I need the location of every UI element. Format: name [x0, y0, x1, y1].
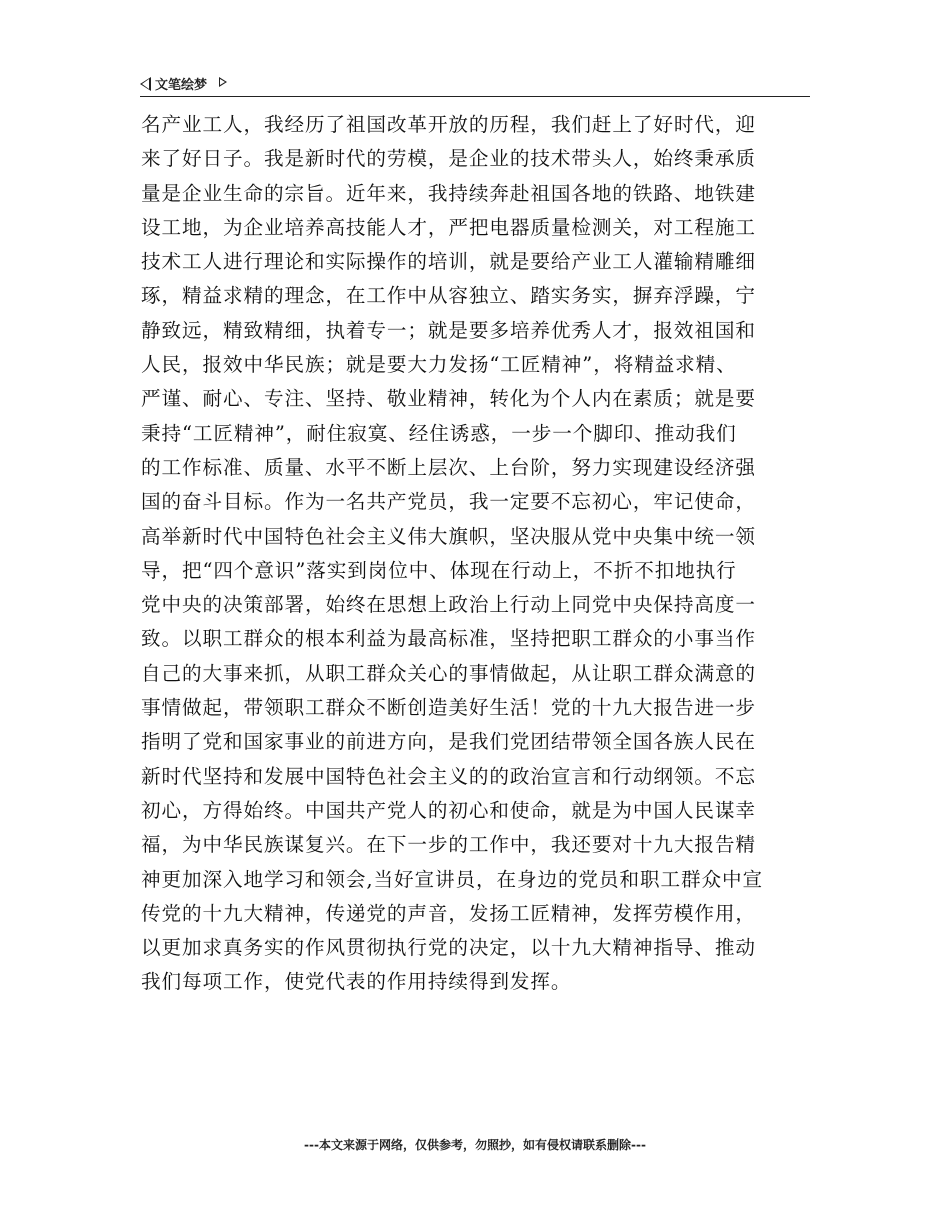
- text-line: 国的奋斗目标。作为一名共产党员，我一定要不忘初心，牢记使命，: [141, 490, 756, 514]
- text-line: 传党的十九大精神，传递党的声音，发扬工匠精神，发挥劳模作用，: [141, 901, 756, 925]
- text-line: 导，把“四个意识”落实到岗位中、体现在行动上，不折不扣地执行: [141, 558, 737, 582]
- text-line: 设工地，为企业培养高技能人才，严把电器质量检测关，对工程施工: [141, 215, 756, 239]
- header-brand: [140, 74, 227, 93]
- text-line: 福，为中华民族谋复兴。在下一步的工作中，我还要对十九大报告精: [141, 833, 756, 857]
- text-line: 高举新时代中国特色社会主义伟大旗帜，坚决服从党中央集中统一领: [141, 524, 756, 548]
- text-line: 的工作标准、质量、水平不断上层次、上台阶，努力实现建设经济强: [141, 455, 756, 479]
- text-line: 新时代坚持和发展中国特色社会主义的的政治宣言和行动纲领。不忘: [141, 764, 756, 788]
- body-paragraph: [141, 108, 811, 1000]
- text-line: 初心，方得始终。中国共产党人的初心和使命，就是为中国人民谋幸: [141, 798, 756, 822]
- text-line: 自己的大事来抓，从职工群众关心的事情做起，从让职工群众满意的: [141, 661, 756, 685]
- text-line: 来了好日子。我是新时代的劳模，是企业的技术带头人，始终秉承质: [141, 147, 756, 171]
- text-line: 静致远，精致精细，执着专一；就是要多培养优秀人才，报效祖国和: [141, 318, 756, 342]
- text-line: 我们每项工作，使党代表的作用持续得到发挥。: [141, 970, 572, 994]
- text-line: 人民，报效中华民族；就是要大力发扬“工匠精神”，将精益求精、: [141, 353, 737, 377]
- header-title: 文笔绘梦: [155, 78, 208, 93]
- triangle-left-icon: [140, 77, 151, 91]
- text-line: 党中央的决策部署，始终在思想上政治上行动上同党中央保持高度一: [141, 593, 756, 617]
- text-line: 严谨、耐心、专注、坚持、敬业精神，转化为个人内在素质；就是要: [141, 387, 756, 411]
- page-header: [140, 72, 810, 97]
- text-line: 致。以职工群众的根本利益为最高标准，坚持把职工群众的小事当作: [141, 627, 756, 651]
- text-line: 量是企业生命的宗旨。近年来，我持续奔赴祖国各地的铁路、地铁建: [141, 181, 756, 205]
- text-line: 事情做起，带领职工群众不断创造美好生活！党的十九大报告进一步: [141, 696, 756, 720]
- text-line: 以更加求真务实的作风贯彻执行党的决定，以十九大精神指导、推动: [141, 936, 756, 960]
- text-line: 琢，精益求精的理念，在工作中从容独立、踏实务实，摒弃浮躁，宁: [141, 284, 756, 308]
- text-line: 指明了党和国家事业的前进方向，是我们党团结带领全国各族人民在: [141, 730, 756, 754]
- triangle-right-icon: [219, 77, 227, 87]
- text-line: 技术工人进行理论和实际操作的培训，就是要给产业工人灌输精雕细: [141, 250, 756, 274]
- text-line: 神更加深入地学习和领会,当好宣讲员，在身边的党员和职工群众中宣: [141, 867, 763, 891]
- footer-notice: ---本文来源于网络，仅供参考，勿照抄，如有侵权请联系删除---: [304, 1138, 646, 1152]
- text-line: 名产业工人，我经历了祖国改革开放的历程，我们赶上了好时代，迎: [141, 113, 756, 136]
- text-line: 秉持“工匠精神”，耐住寂寞、经住诱惑，一步一个脚印、推动我们: [141, 421, 737, 445]
